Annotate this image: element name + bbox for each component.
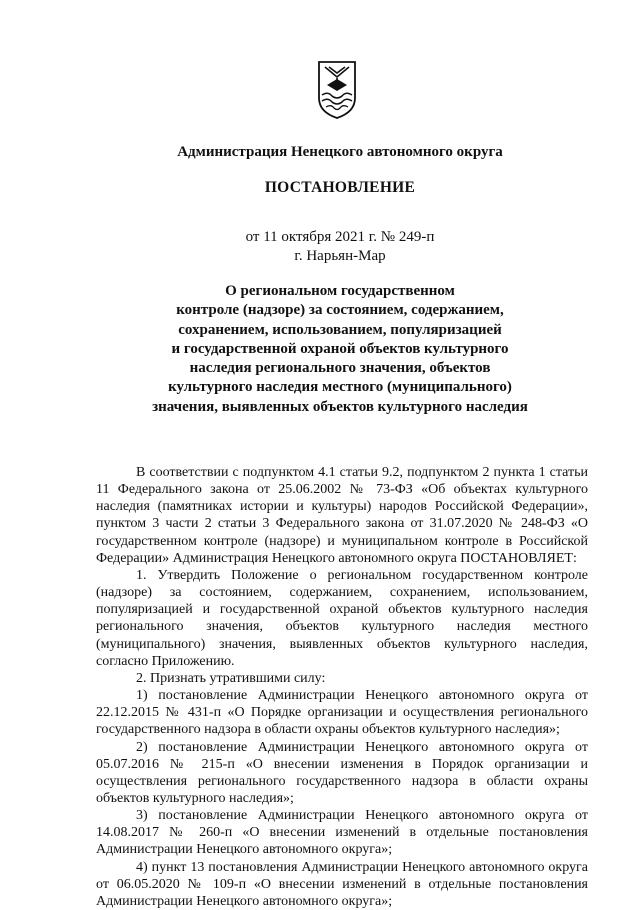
title-line: и государственной охраной объектов культурного bbox=[171, 340, 509, 357]
document-body bbox=[96, 464, 588, 910]
clause-paragraph: 2. Признать утратившими силу: bbox=[136, 670, 326, 686]
date-and-number: от 11 октября 2021 г. № 249-п bbox=[245, 229, 435, 245]
subclause-paragraph: 3) постановление Администрации Ненецкого автономного округа от 14.08.2017 № 260-п «О внесении изменений в отдельные постановления Администрации Ненецкого автономного округа»; bbox=[96, 808, 588, 858]
clause-paragraph: 1. Утвердить Положение о региональном государственном контроле (надзоре) за состоянием, содержанием, сохранением, использованием, популяризацией и государственной охраной объектов культурного наследия регионального значения, объектов культурного наследия местного (муниципального) значения, выявленных объектов культурного наследия, согласно Приложению. bbox=[96, 567, 588, 669]
subclause-paragraph: 4) пункт 13 постановления Администрации Ненецкого автономного округа от 06.05.2020 № 109-п «О внесении изменений в отдельные постановления Администрации Ненецкого автономного округа»; bbox=[96, 859, 588, 909]
title-line: значения, выявленных объектов культурного наследия bbox=[152, 398, 528, 415]
subclause-paragraph: 2) постановление Администрации Ненецкого автономного округа от 05.07.2016 № 215-п «О внесении изменения в Порядок организации и осуществления регионального государственного надзора в области охраны объектов культурного наследия»; bbox=[96, 739, 588, 806]
title-line: сохранением, использованием, популяризацией bbox=[178, 321, 502, 338]
title-line: О региональном государственном bbox=[225, 283, 455, 299]
city: г. Нарьян-Мар bbox=[294, 248, 386, 264]
document-type: ПОСТАНОВЛЕНИЕ bbox=[264, 179, 416, 196]
subclause-paragraph: 1) постановление Администрации Ненецкого автономного округа от 22.12.2015 № 431-п «О Порядке организации и осуществления регионального государственного надзора в области охраны объектов культурного наследия»; bbox=[96, 688, 588, 738]
title-line: наследия регионального значения, объектов bbox=[189, 360, 491, 377]
title-line: культурного наследия местного (муниципального) bbox=[168, 379, 512, 396]
preamble-paragraph: В соответствии с подпунктом 4.1 статьи 9.2, подпунктом 2 пункта 1 статьи 11 Федерального закона от 25.06.2002 № 73-ФЗ «Об объектах культурного наследия (памятниках истории и культуры) народов Российской Федерации», пунктом 3 части 2 статьи 3 Федерального закона от 31.07.2020 № 248-ФЗ «О государственном контроле (надзоре) и муниципальном контроле в Российской Федерации» Администрация Ненецкого автономного округа ПОСТАНОВЛЯЕТ: bbox=[96, 465, 588, 566]
title-line: контроле (надзоре) за состоянием, содержанием, bbox=[176, 302, 504, 319]
document-title bbox=[0, 282, 640, 417]
coat-of-arms-icon bbox=[316, 58, 358, 120]
organization-name: Администрация Ненецкого автономного округа bbox=[177, 144, 503, 160]
